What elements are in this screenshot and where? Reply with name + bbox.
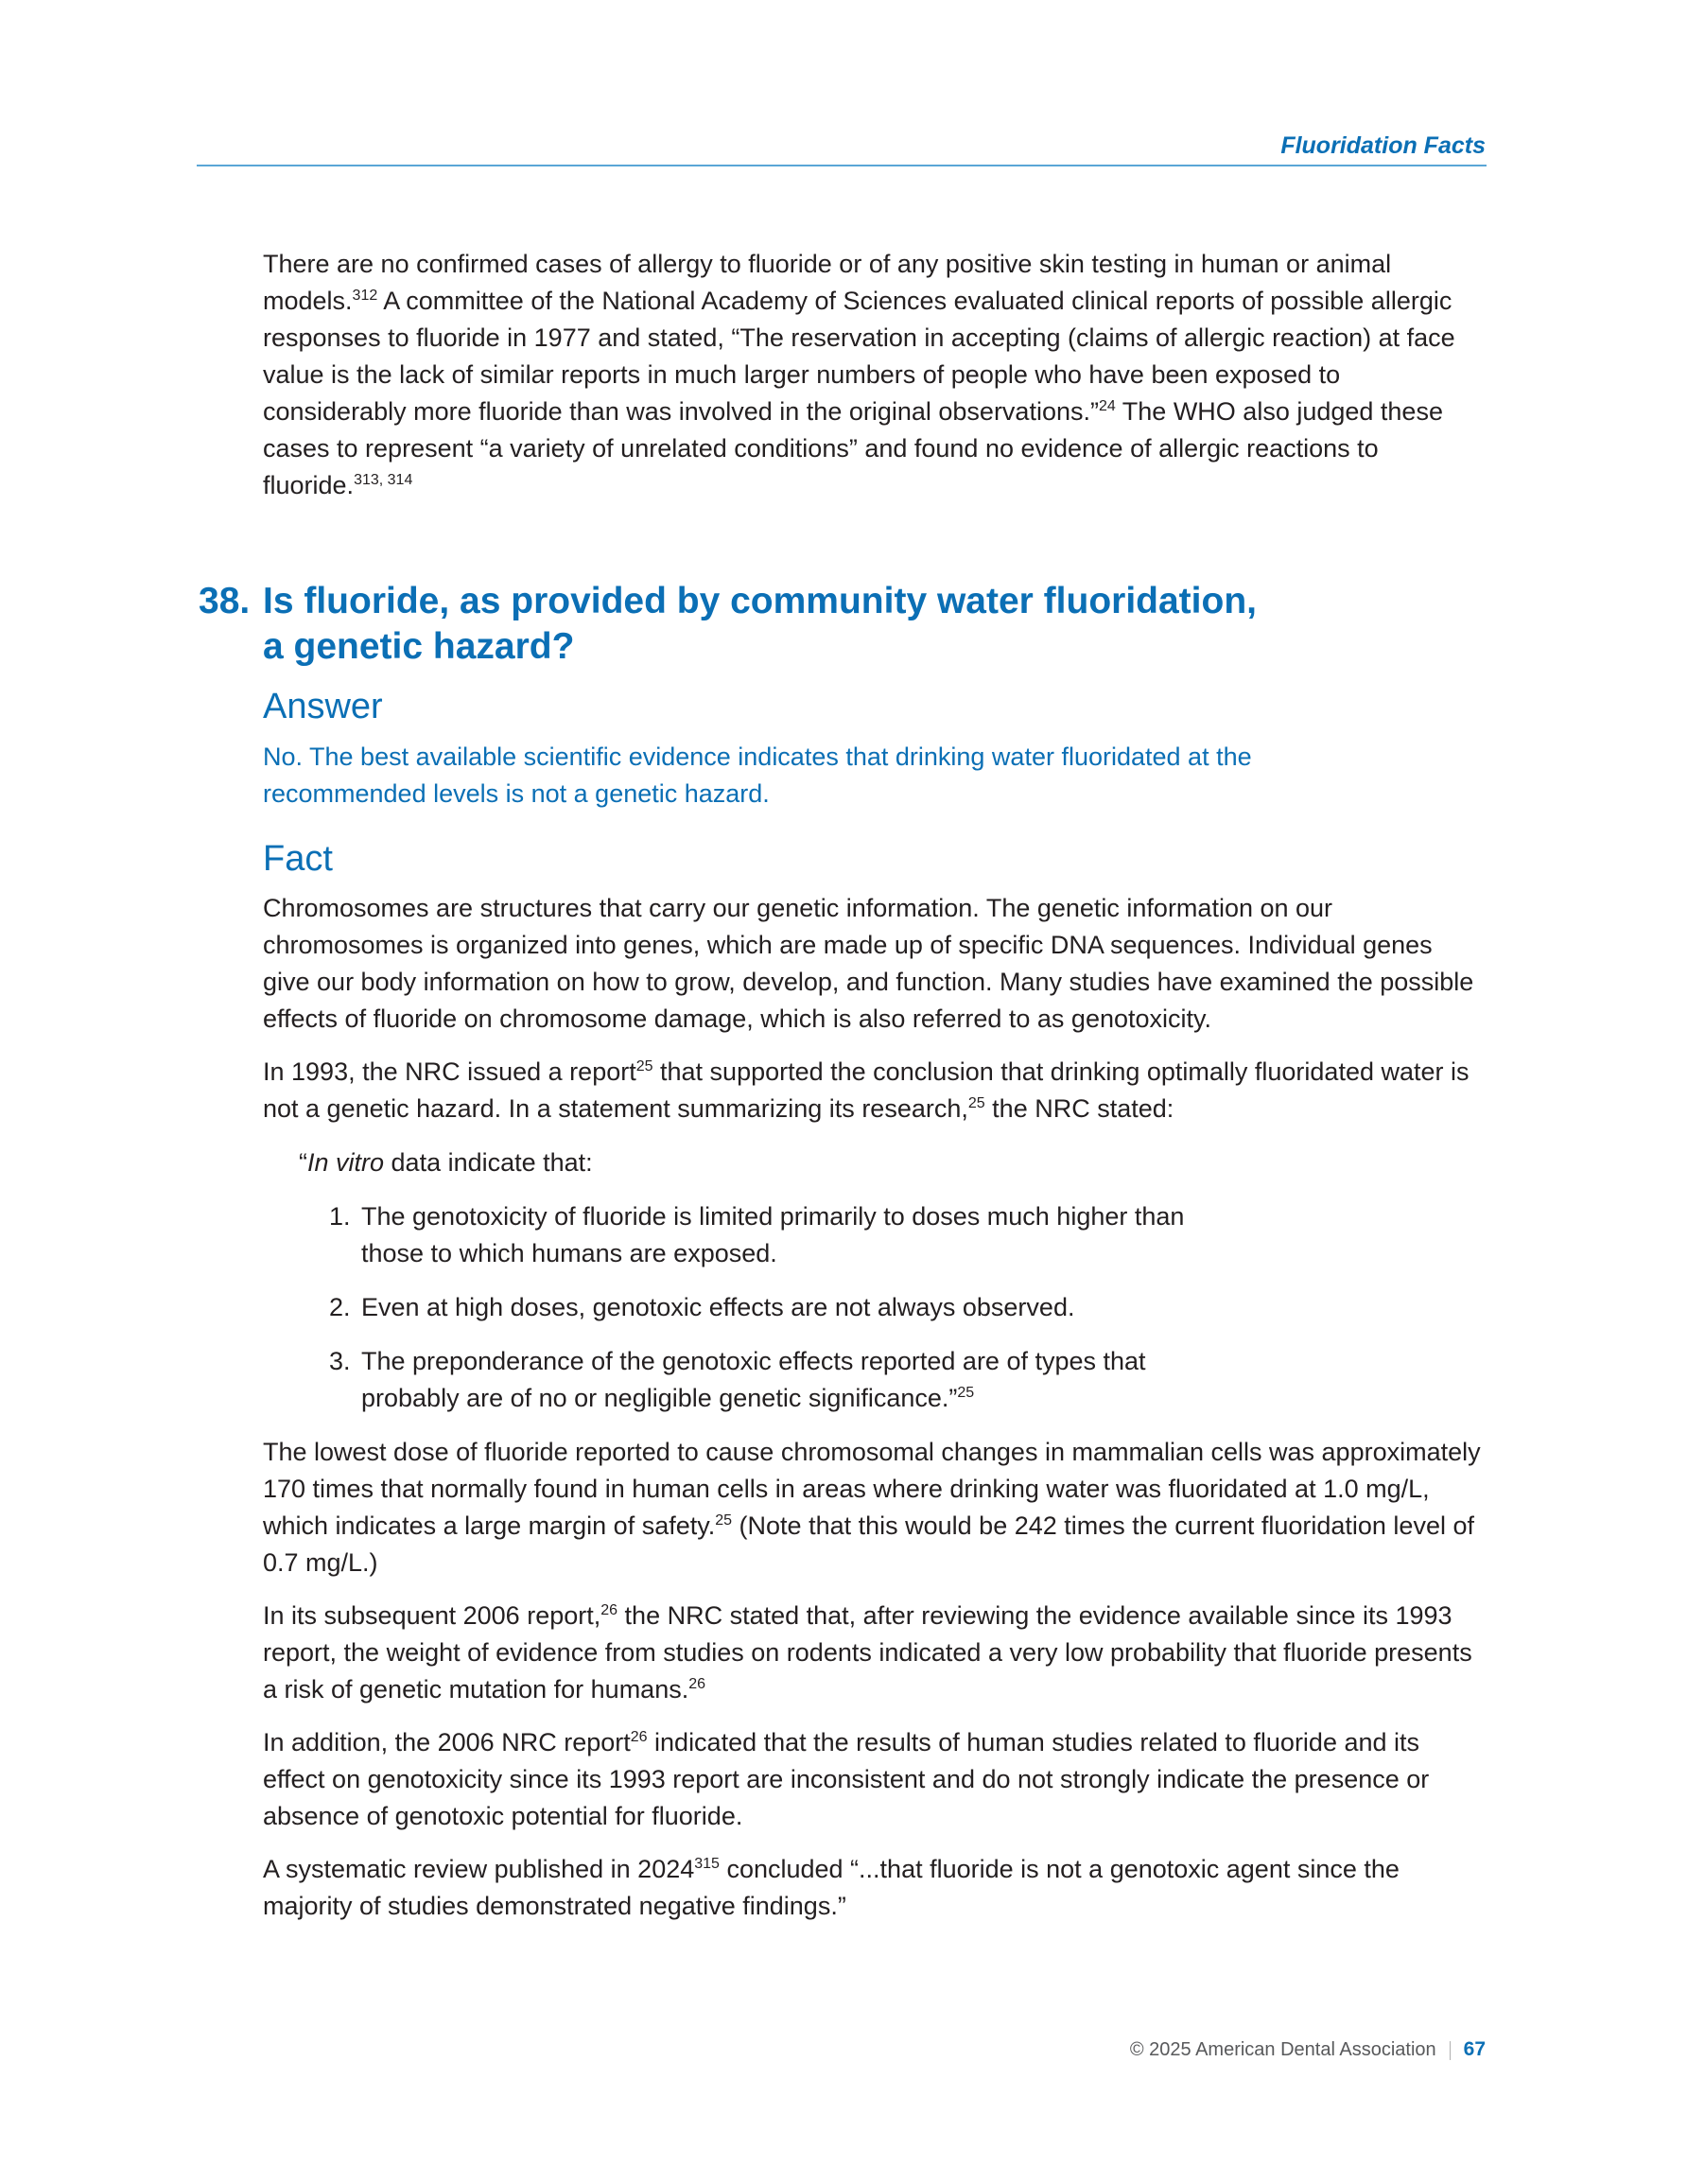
page-footer [1130, 2038, 1486, 2061]
list-number: 1. [329, 1202, 351, 1231]
text-span: In addition, the 2006 NRC report [263, 1728, 631, 1756]
quote-mark: “ [299, 1148, 307, 1177]
intro-paragraph [263, 246, 1473, 520]
list-item [329, 1289, 1275, 1326]
footnote-ref[interactable]: 26 [688, 1676, 706, 1692]
footnote-ref[interactable]: 26 [600, 1602, 618, 1618]
fact-paragraph-3 [263, 1434, 1483, 1581]
text-span: that supported the conclusion that drinking optimally fluoridated water is not a genetic hazard. In a statement summarizing its research, [263, 1057, 1470, 1123]
quote-lead [299, 1144, 593, 1181]
list-text: The genotoxicity of fluoride is limited primarily to doses much higher than those to which humans are exposed. [361, 1202, 1185, 1267]
text-span: the NRC stated that, after reviewing the evidence available since its 1993 report, the weight of evidence from studies on rodents indicated a very low probability that fluoride presents a risk of genetic mutation for humans. [263, 1601, 1472, 1704]
nrc-findings-list [329, 1198, 1275, 1434]
text-span: A systematic review published in 2024 [263, 1855, 695, 1883]
running-title: Fluoridation Facts [1280, 132, 1486, 159]
footnote-ref[interactable]: 315 [694, 1856, 720, 1872]
answer-text: No. The best available scientific evidence indicates that drinking water fluoridated at the recommended levels is not a genetic hazard. [263, 743, 1252, 808]
fact-paragraph-4 [263, 1598, 1483, 1708]
page-number: 67 [1463, 2038, 1486, 2060]
list-number: 3. [329, 1347, 351, 1375]
footnote-ref[interactable]: 25 [957, 1385, 975, 1401]
text-span: indicated that the results of human studies related to fluoride and its effect on genotoxicity since its 1993 report are inconsistent and do not strongly indicate the presence or absence of genotoxic potential for fluoride. [263, 1728, 1430, 1830]
question-number: 38. [199, 581, 251, 621]
text-span: In 1993, the NRC issued a report [263, 1057, 636, 1086]
fact-continued [263, 1434, 1483, 1941]
list-text: The preponderance of the genotoxic effects reported are of types that probably are of no or negligible genetic significance.” [361, 1347, 1146, 1412]
fact-paragraph-6 [263, 1851, 1435, 1925]
list-item [329, 1198, 1212, 1272]
text-span: In its subsequent 2006 report, [263, 1601, 601, 1630]
fact-heading: Fact [263, 839, 333, 879]
header-rule [197, 165, 1487, 166]
footnote-ref[interactable]: 25 [635, 1058, 653, 1075]
intro-text-1: There are no confirmed cases of allergy to fluoride or of any positive skin testing in human or animal models. [263, 250, 1392, 315]
list-text: Even at high doses, genotoxic effects are not always observed. [361, 1293, 1075, 1321]
text-span: (Note that this would be 242 times the current fluoridation level of 0.7 mg/L.) [263, 1511, 1474, 1577]
footnote-ref[interactable]: 312 [352, 288, 378, 304]
footnote-ref[interactable]: 313, 314 [354, 472, 413, 488]
footnote-ref[interactable]: 26 [630, 1729, 648, 1745]
text-span: concluded “...that fluoride is not a genotoxic agent since the majority of studies demonstrated negative findings.” [263, 1855, 1400, 1920]
footnote-ref[interactable]: 24 [1098, 398, 1116, 414]
fact-intro [263, 890, 1483, 1144]
quote-text: data indicate that: [384, 1148, 593, 1177]
footnote-ref[interactable]: 25 [967, 1095, 985, 1111]
intro-text-2: A committee of the National Academy of Sciences evaluated clinical reports of possible allergic responses to fluoride in 1977 and stated, “The reservation in accepting (claims of allergic reaction) at face value is the lack of similar reports in much larger numbers of people who have been exposed to considerably more fluoride than was involved in the original observations.” [263, 287, 1455, 426]
text-span: The lowest dose of fluoride reported to cause chromosomal changes in mammalian cells was approximately 170 times that normally found in human cells in areas where drinking water was fluoridated at 1.0 mg/L, which indicates a large margin of safety. [263, 1438, 1481, 1540]
quote-italic: In vitro [307, 1148, 385, 1177]
text-span: the NRC stated: [984, 1094, 1174, 1123]
answer-heading: Answer [263, 687, 383, 726]
fact-paragraph-1: Chromosomes are structures that carry our genetic information. The genetic information on our chromosomes is organized into genes, which are made up of specific DNA sequences. Individual genes give our body information on how to grow, develop, and function. Many studies have examined the possible effects of fluoride on chromosome damage, which is also referred to as genotoxicity. [263, 894, 1474, 1033]
fact-paragraph-5 [263, 1724, 1435, 1835]
copyright-text: © 2025 American Dental Association [1129, 2039, 1436, 2060]
footer-divider [1450, 2041, 1451, 2060]
question-heading [199, 579, 1428, 670]
fact-paragraph-2 [263, 1054, 1483, 1127]
list-item [329, 1343, 1165, 1417]
question-line-1: Is fluoride, as provided by community water fluoridation, [263, 581, 1257, 621]
intro-text-3: The WHO also judged these cases to represent “a variety of unrelated conditions” and found no evidence of allergic reactions to fluoride. [263, 397, 1443, 499]
footnote-ref[interactable]: 25 [715, 1512, 733, 1529]
question-line-2: a genetic hazard? [263, 626, 575, 667]
list-number: 2. [329, 1293, 351, 1321]
